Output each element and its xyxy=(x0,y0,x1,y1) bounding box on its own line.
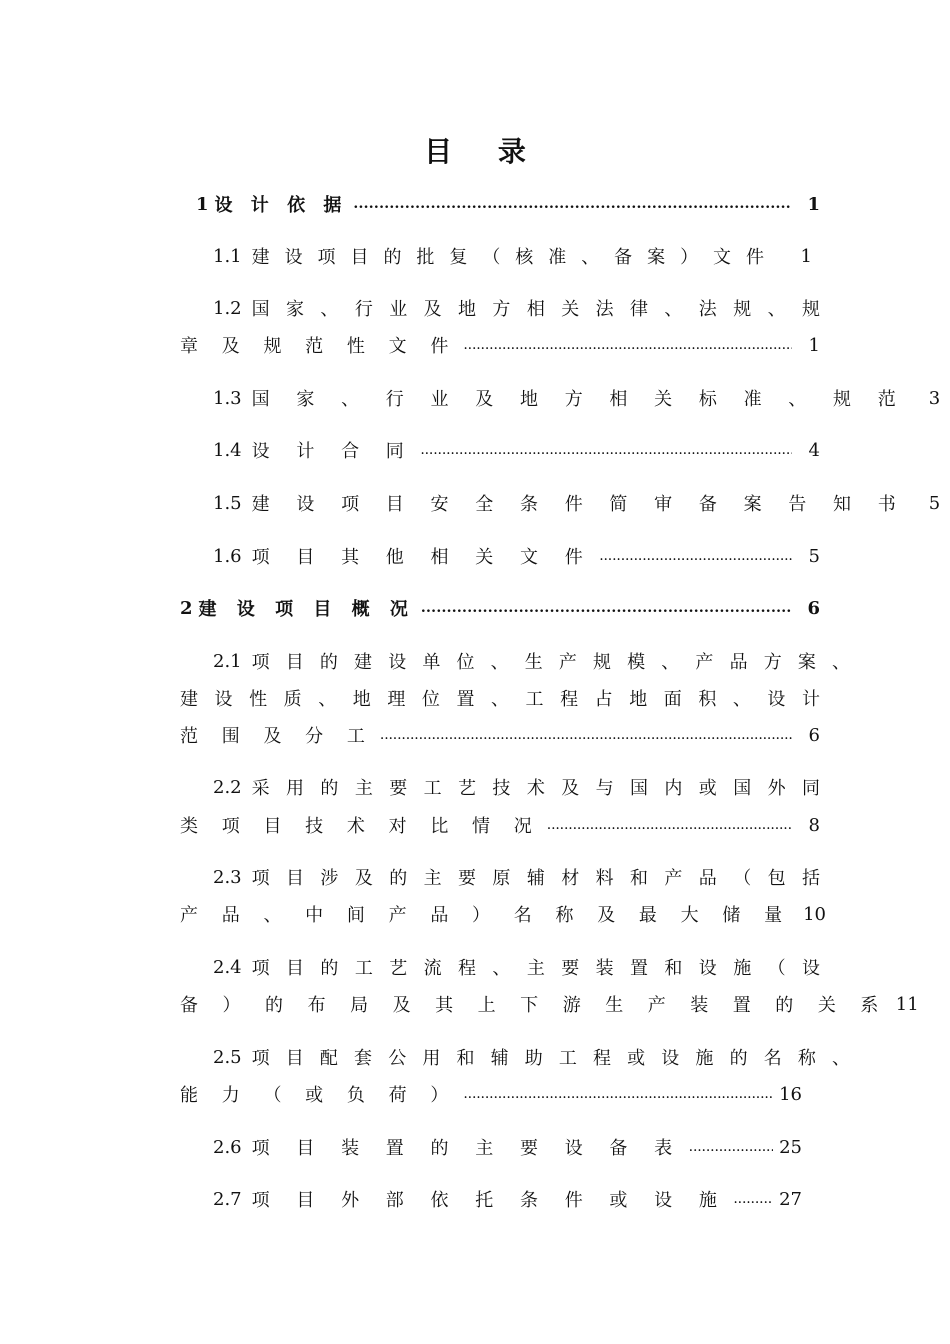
toc-entry-2[interactable] xyxy=(180,592,820,624)
toc-page-number: 1 xyxy=(807,193,820,215)
toc-entry-number: 2.6 xyxy=(213,1136,242,1158)
toc-entry-2-3-line2[interactable] xyxy=(180,898,827,930)
toc-entry-1-4[interactable] xyxy=(180,434,820,466)
toc-page-number: 11 xyxy=(895,993,919,1015)
toc-entry-number: 2 xyxy=(180,597,193,619)
toc-entry-2-1-line2[interactable] xyxy=(180,682,820,714)
toc-entry-2-6[interactable] xyxy=(180,1131,820,1163)
toc-entry-number: 1.4 xyxy=(213,439,242,461)
toc-entry-text: 章 及 规 范 性 文 件 xyxy=(180,336,458,357)
toc-entry-number: 1.2 xyxy=(213,297,242,319)
toc-entry-text: 建 设 性 质 、 地 理 位 置 、 工 程 占 地 面 积 、 设 计 xyxy=(180,689,820,710)
toc-entry-2-4-line1[interactable] xyxy=(180,951,820,983)
toc-leader-dots xyxy=(689,1138,773,1156)
toc-page-number: 6 xyxy=(808,724,820,746)
toc-entry-2-1-line1[interactable] xyxy=(180,645,850,677)
toc-page-number: 3 xyxy=(928,387,941,409)
toc-page-number: 25 xyxy=(779,1136,802,1158)
toc-page-number: 1 xyxy=(800,245,812,267)
toc-entry-text: 项 目 涉 及 的 主 要 原 辅 材 料 和 产 品 （ 包 括 xyxy=(251,868,820,889)
toc-page-number: 1 xyxy=(808,334,820,356)
toc-entry-text: 备 ） 的 布 局 及 其 上 下 游 生 产 装 置 的 关 系 xyxy=(180,995,888,1016)
toc-entry-text: 国 家 、 行 业 及 地 方 相 关 法 律 、 法 规 、 规 xyxy=(251,299,820,320)
toc-entry-1-1[interactable] xyxy=(180,240,820,272)
toc-entry-number: 2.3 xyxy=(213,866,242,888)
toc-title: 目 录 xyxy=(424,135,544,168)
toc-entry-number: 1.5 xyxy=(213,492,242,514)
toc-entry-number: 1.1 xyxy=(213,245,242,267)
toc-entry-text: 产 品 、 中 间 产 品 ） 名 称 及 最 大 储 量 xyxy=(180,905,792,926)
toc-entry-text: 采 用 的 主 要 工 艺 技 术 及 与 国 内 或 国 外 同 xyxy=(251,778,820,799)
toc-page-number: 6 xyxy=(807,597,820,619)
toc-entry-text: 能 力 （ 或 负 荷 ） xyxy=(180,1085,458,1106)
toc-page-number: 27 xyxy=(779,1188,802,1210)
toc-leader-dots xyxy=(463,1085,773,1103)
toc-page-number: 16 xyxy=(779,1083,802,1105)
toc-entry-text: 项 目 外 部 依 托 条 件 或 设 施 xyxy=(251,1190,728,1211)
toc-entry-text: 建 设 项 目 安 全 条 件 简 审 备 案 告 知 书 xyxy=(251,494,907,515)
toc-entry-1[interactable] xyxy=(180,188,820,220)
toc-leader-dots xyxy=(353,195,792,213)
toc-entry-number: 1 xyxy=(196,193,209,215)
toc-entry-text: 项 目 的 建 设 单 位 、 生 产 规 模 、 产 品 方 案 、 xyxy=(251,652,850,673)
toc-entry-1-2-line2[interactable] xyxy=(180,329,820,361)
toc-leader-dots xyxy=(547,816,792,834)
toc-leader-dots xyxy=(733,1190,773,1208)
toc-leader-dots xyxy=(599,547,792,565)
toc-entry-number: 2.1 xyxy=(213,650,242,672)
toc-entry-text: 项 目 装 置 的 主 要 设 备 表 xyxy=(251,1138,683,1159)
toc-entry-text: 设 计 合 同 xyxy=(251,441,415,462)
toc-entry-1-6[interactable] xyxy=(180,540,820,572)
toc-page-number: 4 xyxy=(808,439,820,461)
toc-leader-dots xyxy=(420,441,792,459)
toc-entry-number: 1.3 xyxy=(213,387,242,409)
toc-entry-text: 类 项 目 技 术 对 比 情 况 xyxy=(180,816,541,837)
toc-entry-2-5-line2[interactable] xyxy=(180,1078,820,1110)
toc-entry-1-2-line1[interactable] xyxy=(180,292,820,324)
toc-entry-text: 范 围 及 分 工 xyxy=(180,726,374,747)
toc-page-number: 10 xyxy=(803,903,827,925)
toc-entry-1-3[interactable] xyxy=(180,382,941,414)
toc-entry-text: 项 目 配 套 公 用 和 辅 助 工 程 或 设 施 的 名 称 、 xyxy=(251,1048,850,1069)
toc-entry-number: 2.2 xyxy=(213,776,242,798)
toc-entry-2-1-line3[interactable] xyxy=(180,719,820,751)
toc-leader-dots xyxy=(421,599,792,617)
toc-entry-number: 2.7 xyxy=(213,1188,242,1210)
toc-page-number: 8 xyxy=(808,814,820,836)
toc-entry-1-5[interactable] xyxy=(180,487,941,519)
toc-entry-text: 项 目 其 他 相 关 文 件 xyxy=(251,547,594,568)
toc-entry-text: 建 设 项 目 的 批 复 （ 核 准 、 备 案 ） 文 件 xyxy=(251,247,764,268)
toc-entry-2-5-line1[interactable] xyxy=(180,1041,850,1073)
toc-page-number: 5 xyxy=(808,545,820,567)
toc-entry-text: 建 设 项 目 概 况 xyxy=(198,599,415,620)
toc-leader-dots xyxy=(463,336,792,354)
toc-entry-2-2-line2[interactable] xyxy=(180,809,820,841)
toc-entry-number: 2.5 xyxy=(213,1046,242,1068)
toc-entry-text: 设 计 依 据 xyxy=(214,195,348,216)
toc-leader-dots xyxy=(380,726,792,744)
toc-entry-text: 国 家 、 行 业 及 地 方 相 关 标 准 、 规 范 xyxy=(251,389,907,410)
toc-entry-2-7[interactable] xyxy=(180,1183,820,1215)
toc-page-number: 5 xyxy=(928,492,941,514)
toc-entry-text: 项 目 的 工 艺 流 程 、 主 要 装 置 和 设 施 （ 设 xyxy=(251,958,820,979)
toc-entry-2-2-line1[interactable] xyxy=(180,771,820,803)
toc-entry-2-4-line2[interactable] xyxy=(180,988,919,1020)
toc-entry-number: 1.6 xyxy=(213,545,242,567)
toc-entry-number: 2.4 xyxy=(213,956,242,978)
toc-entry-2-3-line1[interactable] xyxy=(180,861,820,893)
